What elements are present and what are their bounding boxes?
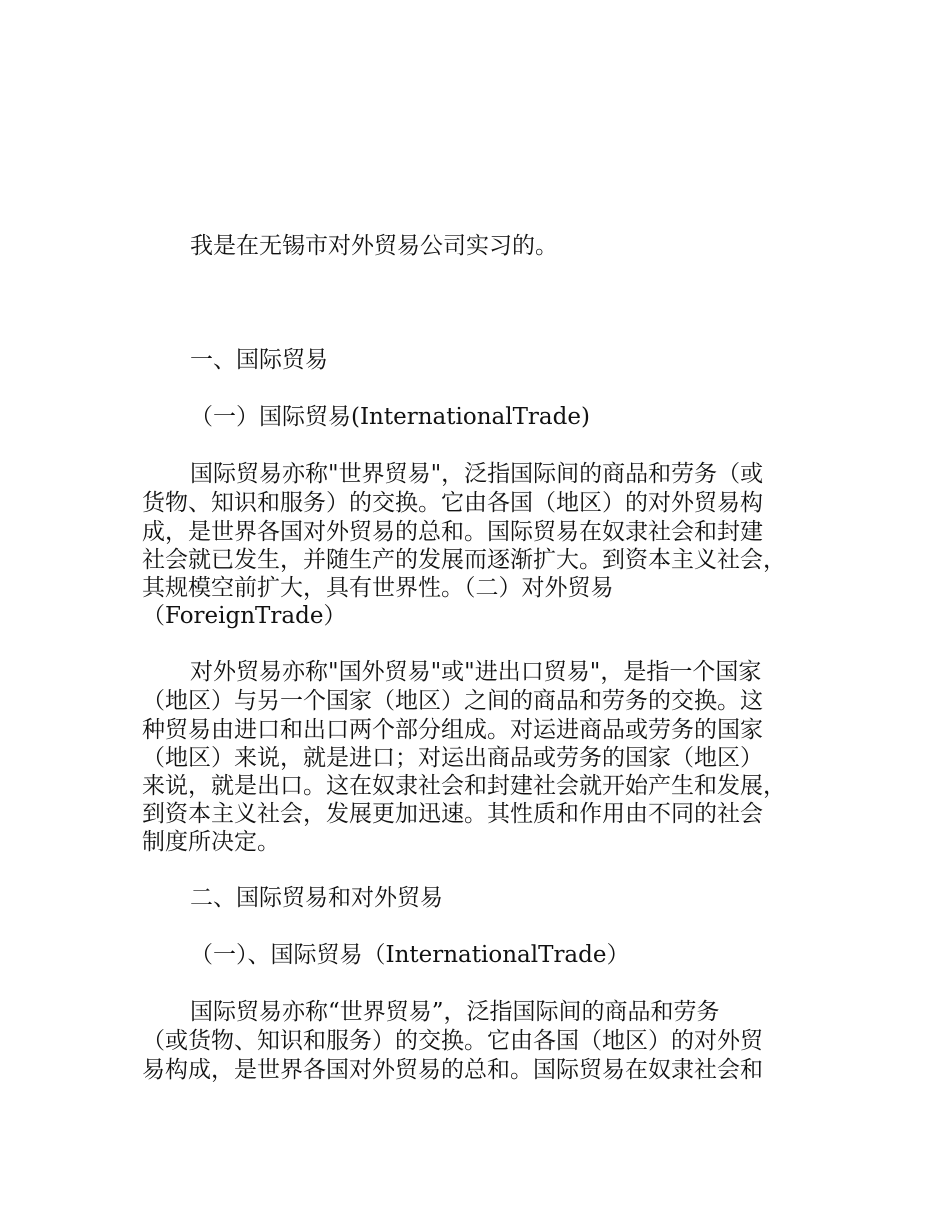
subsection-heading-2: （一）、国际贸易（InternationalTrade） (190, 942, 630, 968)
intro-text: 我是在无锡市对外贸易公司实习的。 (190, 233, 558, 259)
paragraph-line: 来说，就是出口。这在奴隶社会和封建社会就开始产生和发展， (142, 773, 786, 799)
paragraph-line: 国际贸易亦称“世界贸易”，泛指国际间的商品和劳务 (190, 999, 720, 1025)
paragraph-line: 种贸易由进口和出口两个部分组成。对运进商品或劳务的国家 (142, 717, 763, 743)
paragraph-line: 其规模空前扩大，具有世界性。（二）对外贸易 (142, 575, 614, 601)
paragraph-line: 易构成，是世界各国对外贸易的总和。国际贸易在奴隶社会和 (142, 1057, 763, 1083)
section-heading-2: 二、国际贸易和对外贸易 (190, 885, 443, 911)
paragraph-line: 对外贸易亦称"国外贸易"或"进出口贸易"，是指一个国家 (190, 659, 762, 685)
paragraph-line: 到资本主义社会，发展更加迅速。其性质和作用由不同的社会 (142, 801, 763, 827)
paragraph-line: 国际贸易亦称"世界贸易"，泛指国际间的商品和劳务（或 (190, 461, 764, 487)
subsection-heading-1: （一）国际贸易(InternationalTrade) (190, 404, 590, 430)
section-heading-1: 一、国际贸易 (190, 347, 328, 373)
paragraph-line: 成，是世界各国对外贸易的总和。国际贸易在奴隶社会和封建 (142, 519, 763, 545)
paragraph-line: （或货物、知识和服务）的交换。它由各国（地区）的对外贸 (142, 1028, 763, 1054)
paragraph-line: 制度所决定。 (142, 829, 280, 855)
paragraph-line: 货物、知识和服务）的交换。它由各国（地区）的对外贸易构 (142, 490, 763, 516)
paragraph-line: （地区）与另一个国家（地区）之间的商品和劳务的交换。这 (142, 688, 763, 714)
paragraph-line: （ForeignTrade） (142, 603, 347, 629)
paragraph-line: 社会就已发生，并随生产的发展而逐渐扩大。到资本主义社会， (142, 547, 786, 573)
paragraph-line: （地区）来说，就是进口；对运出商品或劳务的国家（地区） (142, 745, 763, 771)
